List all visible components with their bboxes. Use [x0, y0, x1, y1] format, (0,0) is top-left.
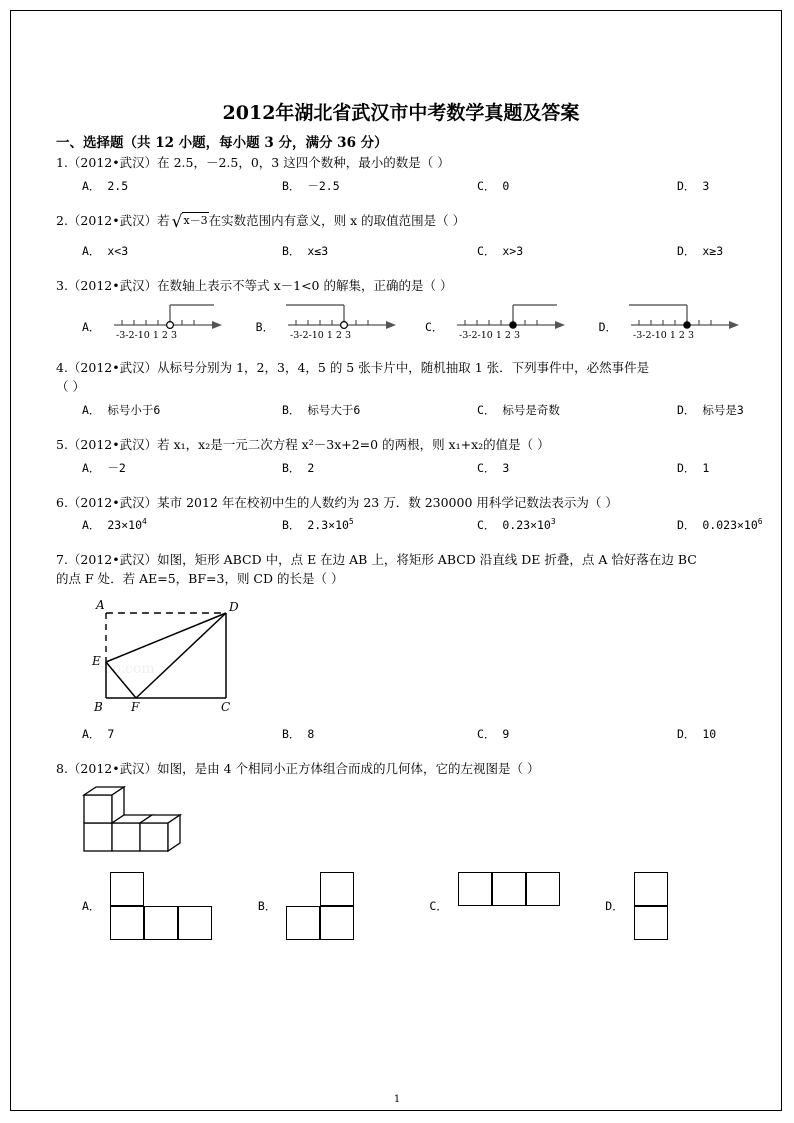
- shape-gap: [286, 872, 320, 906]
- option-6-b-exponent: 5: [348, 517, 354, 527]
- option-5-a-label: A．: [82, 460, 101, 475]
- option-6-a-exponent: 4: [142, 517, 147, 527]
- question-2-stem: [56, 212, 746, 231]
- shape-row-top: [286, 872, 354, 906]
- svg-text:A: A: [96, 597, 105, 612]
- option-5-b[interactable]: [282, 460, 477, 476]
- shape-cell: [634, 906, 668, 940]
- option-2-b-label: B．: [282, 243, 301, 258]
- number-line-b-svg: [278, 299, 403, 341]
- option-2-c-value: x>3: [502, 243, 524, 258]
- question-8-stem: 8.（2012•武汉）如图，是由 4 个相同小正方体组合而成的几何体，它的左视图是（ ）: [56, 760, 540, 776]
- option-7-c-label: C．: [477, 726, 496, 741]
- question-2-options: [56, 243, 746, 259]
- option-3-c-label: C．: [424, 320, 444, 335]
- svg-text:B: B: [94, 699, 103, 713]
- option-5-c-label: C．: [477, 460, 496, 475]
- option-6-b[interactable]: [282, 517, 477, 533]
- svg-text:F: F: [131, 699, 140, 713]
- option-6-c-exponent: 3: [550, 517, 556, 527]
- option-8-b[interactable]: [258, 872, 430, 940]
- option-6-b-label: B．: [282, 518, 301, 533]
- option-1-b-value: －2.5: [307, 178, 340, 193]
- option-1-d-value: 3: [702, 178, 710, 193]
- svg-text:-3-2-10 1 2 3: -3-2-10 1 2 3: [459, 330, 521, 342]
- option-6-a-value: 23×10: [107, 518, 142, 533]
- shape-cell: [492, 872, 526, 906]
- option-5-c[interactable]: [477, 460, 677, 476]
- option-6-b-value: 2.3×10: [307, 518, 349, 533]
- option-2-c[interactable]: [477, 243, 677, 259]
- option-7-a-label: A．: [82, 726, 101, 741]
- option-8-b-label: B．: [257, 898, 277, 913]
- option-7-b-value: 8: [307, 726, 315, 741]
- question-4-stem: 4.（2012•武汉）从标号分别为 1，2，3，4，5 的 5 张卡片中，随机抽取 1 张．下列事件中，必然事件是: [56, 360, 650, 376]
- question-7-options: [56, 726, 746, 742]
- shape-cell: [178, 906, 212, 940]
- shape-cell: [526, 872, 560, 906]
- option-4-c-label: C．: [477, 402, 496, 417]
- option-2-b-value: x≤3: [307, 243, 329, 258]
- shape-cell: [286, 906, 320, 940]
- option-5-b-label: B．: [282, 460, 301, 475]
- option-7-a[interactable]: [56, 726, 282, 742]
- option-5-d-value: 1: [702, 460, 710, 475]
- option-6-d-value: 0.023×10: [702, 518, 758, 533]
- question-8-options: [56, 872, 746, 940]
- option-5-b-value: 2: [307, 460, 315, 475]
- option-7-c[interactable]: [477, 726, 677, 742]
- question-8: [56, 760, 746, 940]
- option-4-b-value: 标号大于6: [307, 402, 361, 417]
- option-4-a[interactable]: [56, 402, 282, 418]
- number-line-a-svg: [104, 299, 229, 341]
- option-4-a-value: 标号小于6: [107, 402, 161, 417]
- sqrt-expression: [170, 212, 209, 231]
- option-6-d-exponent: 6: [757, 517, 763, 527]
- shape-cell: [320, 906, 354, 940]
- shape-cell: [110, 872, 144, 906]
- question-3-options: [56, 299, 746, 341]
- option-8-a-shape: [110, 872, 212, 940]
- option-3-b-label: B．: [255, 320, 275, 335]
- option-3-c[interactable]: [425, 299, 599, 341]
- option-3-d[interactable]: [599, 299, 746, 341]
- shape-cell: [458, 872, 492, 906]
- number-line-c: [447, 299, 572, 341]
- question-3-stem: 3.（2012•武汉）在数轴上表示不等式 x－1<0 的解集，正确的是（ ）: [56, 277, 453, 293]
- option-6-d-label: D．: [677, 518, 696, 533]
- svg-text:oo.com: oo.com: [104, 660, 155, 677]
- option-8-c-label: C．: [429, 898, 448, 913]
- option-2-d-value: x≥3: [702, 243, 724, 258]
- cube-solid-figure: [74, 785, 746, 862]
- shape-row-bottom: [286, 906, 354, 940]
- option-5-a-value: －2: [107, 460, 126, 475]
- option-4-d-value: 标号是3: [702, 402, 744, 417]
- option-7-a-value: 7: [107, 726, 115, 741]
- question-5: [56, 436, 746, 476]
- option-4-b[interactable]: [282, 402, 477, 418]
- option-1-c-value: 0: [502, 178, 510, 193]
- option-1-b[interactable]: [282, 178, 477, 194]
- question-7-stem-line2: 的点 F 处．若 AE=5，BF=3，则 CD 的长是（ ）: [56, 571, 344, 586]
- option-2-b[interactable]: [282, 243, 477, 259]
- option-3-d-label: D．: [598, 320, 618, 335]
- shape-gap: [144, 872, 178, 906]
- option-2-c-label: C．: [477, 243, 496, 258]
- question-4-options: [56, 402, 746, 418]
- option-1-a-label: A．: [82, 178, 101, 193]
- option-5-d-label: D．: [677, 460, 696, 475]
- option-4-d-label: D．: [677, 402, 696, 417]
- option-6-c-value: 0.23×10: [502, 518, 551, 533]
- option-7-b-label: B．: [282, 726, 301, 741]
- option-6-c-label: C．: [477, 518, 496, 533]
- option-4-a-label: A．: [82, 402, 101, 417]
- option-4-b-label: B．: [282, 402, 301, 417]
- option-8-a[interactable]: [56, 872, 258, 940]
- radical-sign: √: [171, 211, 183, 232]
- question-6-stem: 6.（2012•武汉）某市 2012 年在校初中生的人数约为 23 万．数 230000 用科学记数法表示为（ ）: [56, 494, 618, 510]
- question-2-stem-post: 在实数范围内有意义，则 x 的取值范围是（ ）: [208, 212, 466, 228]
- option-1-a[interactable]: [56, 178, 282, 194]
- option-4-c-value: 标号是奇数: [502, 402, 560, 417]
- option-6-c[interactable]: [477, 517, 677, 533]
- shape-row-single: [458, 872, 560, 906]
- option-6-d[interactable]: [677, 517, 794, 533]
- question-2-stem-pre: 2.（2012•武汉）若: [56, 212, 170, 228]
- radicand: x－3: [182, 212, 208, 230]
- option-2-d-label: D．: [677, 243, 696, 258]
- option-1-d[interactable]: [677, 178, 794, 194]
- option-6-a-label: A．: [82, 518, 101, 533]
- option-2-a-label: A．: [82, 243, 101, 258]
- rectangle-fold-figure: [78, 595, 746, 718]
- option-5-c-value: 3: [502, 460, 510, 475]
- question-1-stem: 1.（2012•武汉）在 2.5，－2.5，0，3 这四个数种，最小的数是（ ）: [56, 155, 450, 170]
- shape-gap: [178, 872, 212, 906]
- option-2-a-value: x<3: [107, 243, 129, 258]
- option-1-c-label: C．: [477, 178, 496, 193]
- shape-cell: [320, 872, 354, 906]
- shape-row-top: [110, 872, 212, 906]
- option-8-d[interactable]: [605, 872, 746, 940]
- option-1-c[interactable]: [477, 178, 677, 194]
- option-4-d[interactable]: [677, 402, 794, 418]
- cube-solid-svg: [74, 785, 200, 857]
- option-8-d-shape: [634, 872, 668, 940]
- option-1-b-label: B．: [282, 178, 301, 193]
- number-line-d-svg: [621, 299, 746, 341]
- shape-row-bottom: [110, 906, 212, 940]
- shape-row-bottom: [634, 906, 668, 940]
- svg-text:E: E: [92, 653, 101, 668]
- option-1-d-label: D．: [677, 178, 696, 193]
- option-8-a-label: A．: [82, 898, 101, 913]
- shape-row-top: [634, 872, 668, 906]
- question-6-options: [56, 517, 763, 533]
- svg-text:-3-2-10 1 2 3: -3-2-10 1 2 3: [633, 330, 695, 342]
- option-3-a[interactable]: [56, 299, 256, 341]
- number-line-d: [621, 299, 746, 341]
- question-4: [56, 359, 746, 418]
- shape-cell: [110, 906, 144, 940]
- option-2-d[interactable]: [677, 243, 794, 259]
- option-7-d-label: D．: [677, 726, 696, 741]
- question-5-stem: 5.（2012•武汉）若 x₁，x₂是一元二次方程 x²－3x+2=0 的两根，则 x₁+x₂的值是（ ）: [56, 436, 550, 452]
- option-8-b-shape: [286, 872, 354, 940]
- option-3-b[interactable]: [256, 299, 425, 341]
- option-8-d-label: D．: [605, 898, 624, 913]
- page-number: 1: [393, 1094, 401, 1105]
- number-line-a: [104, 299, 229, 341]
- option-7-d-value: 10: [702, 726, 717, 741]
- option-8-c[interactable]: [429, 872, 605, 940]
- svg-text:-3-2-10 1 2 3: -3-2-10 1 2 3: [116, 330, 178, 342]
- option-6-a[interactable]: [56, 517, 282, 533]
- question-3: [56, 277, 746, 342]
- option-5-a[interactable]: [56, 460, 282, 476]
- rectangle-fold-svg: [78, 595, 268, 713]
- option-7-b[interactable]: [282, 726, 477, 742]
- section-heading: 一、选择题（共 12 小题，每小题 3 分，满分 36 分）: [56, 135, 388, 151]
- question-7: [56, 551, 746, 742]
- option-8-c-shape: [458, 872, 560, 906]
- question-7-stem: 7.（2012•武汉）如图，矩形 ABCD 中，点 E 在边 AB 上，将矩形 ABCD 沿直线 DE 折叠，点 A 恰好落在边 BC: [56, 552, 697, 568]
- svg-text:-3-2-10 1 2 3: -3-2-10 1 2 3: [290, 330, 352, 342]
- option-7-d[interactable]: [677, 726, 794, 742]
- number-line-c-svg: [447, 299, 572, 341]
- option-1-a-value: 2.5: [107, 178, 129, 193]
- question-1: [56, 154, 746, 194]
- option-4-c[interactable]: [477, 402, 677, 418]
- shape-cell: [634, 872, 668, 906]
- option-5-d[interactable]: [677, 460, 794, 476]
- question-5-options: [56, 460, 746, 476]
- question-1-options: [56, 178, 746, 194]
- option-7-c-value: 9: [502, 726, 510, 741]
- svg-text:C: C: [221, 699, 231, 713]
- option-2-a[interactable]: [56, 243, 282, 259]
- question-2: [56, 212, 746, 259]
- svg-text:D: D: [229, 599, 239, 614]
- shape-cell: [144, 906, 178, 940]
- option-3-a-label: A．: [82, 320, 101, 335]
- question-6: [56, 494, 763, 534]
- number-line-b: [278, 299, 403, 341]
- question-4-stem-line2: （ ）: [56, 379, 85, 394]
- page-title: 2012年湖北省武汉市中考数学真题及答案: [222, 102, 580, 124]
